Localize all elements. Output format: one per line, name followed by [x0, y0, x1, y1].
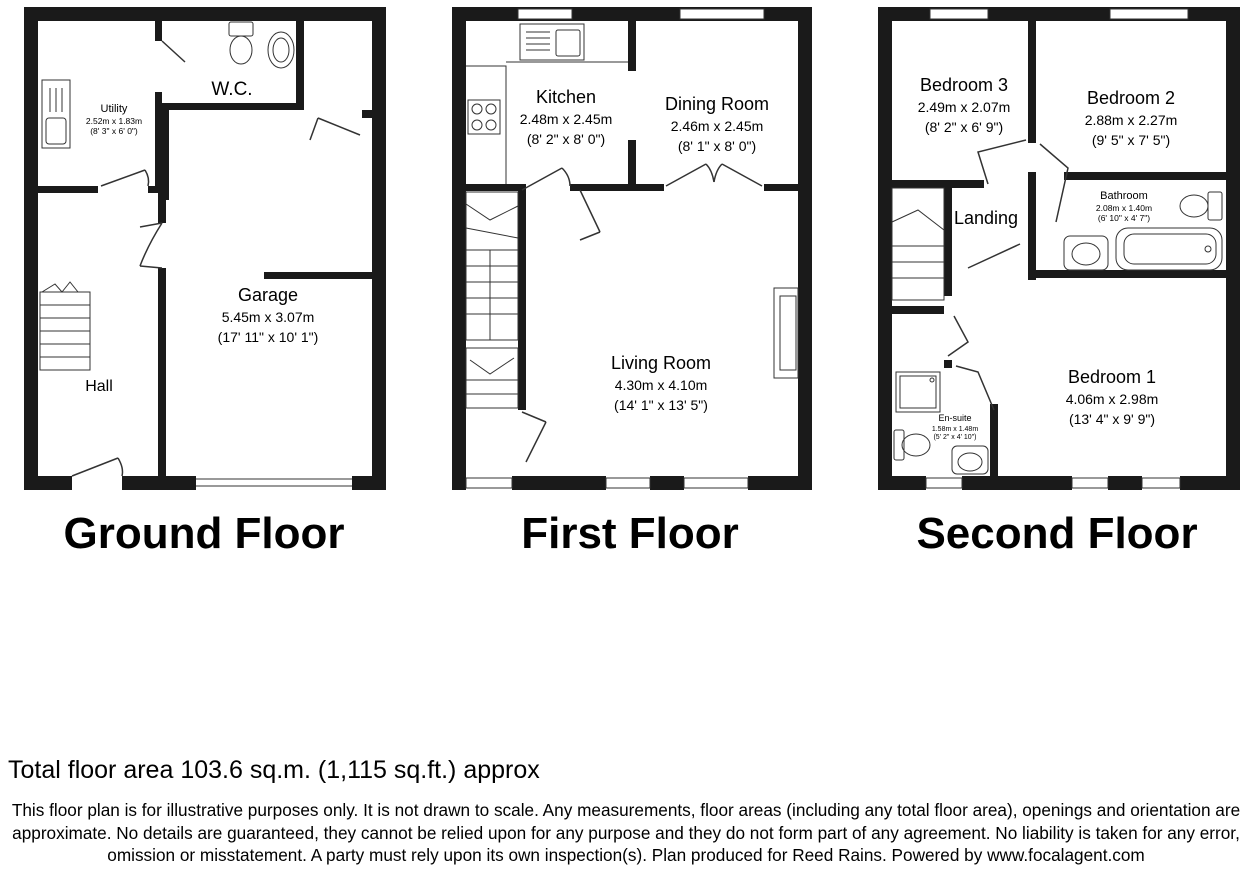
shower-icon: [896, 372, 940, 412]
garage-door: [196, 479, 352, 486]
living-room-name: Living Room: [610, 353, 712, 373]
bedroom3-room-metric: 2.49m x 2.07m: [917, 99, 1011, 115]
living-room-imperial: (14' 1" x 13' 5"): [614, 397, 708, 413]
bedroom1-room-metric: 4.06m x 2.98m: [1065, 391, 1159, 407]
landing-room-name: Landing: [953, 208, 1019, 228]
bedroom2-room-metric: 2.88m x 2.27m: [1084, 112, 1178, 128]
bedroom3-room-name: Bedroom 3: [919, 75, 1009, 95]
bathroom-toilet-icon: [1180, 192, 1222, 220]
bathroom-room-imperial: (6' 10" x 4' 7"): [1097, 213, 1151, 223]
bathroom-room-metric: 2.08m x 1.40m: [1095, 203, 1153, 213]
first-floor-windows: [466, 9, 764, 488]
utility-room-metric: 2.52m x 1.83m: [85, 116, 143, 126]
ensuite-basin-icon: [952, 446, 988, 474]
kitchen-room-name: Kitchen: [535, 87, 597, 107]
living-room-metric: 4.30m x 4.10m: [614, 377, 708, 393]
first-floor-stairs: [466, 192, 518, 408]
bathroom-basin-icon: [1064, 236, 1108, 270]
second-floor-title: Second Floor: [916, 509, 1198, 558]
bedroom1-room-imperial: (13' 4" x 9' 9"): [1068, 411, 1156, 427]
ensuite-room-name: En-suite: [938, 413, 972, 423]
utility-room-name: Utility: [100, 103, 128, 115]
toilet-icon: [229, 22, 294, 68]
hob-icon: [468, 100, 500, 134]
dining-room-name: Dining Room: [664, 94, 770, 114]
total-floor-area: Total floor area 103.6 sq.m. (1,115 sq.ft.) approx: [8, 756, 540, 784]
ensuite-room-metric: 1.58m x 1.48m: [931, 426, 979, 433]
garage-room-name: Garage: [237, 285, 299, 305]
ground-floor-stairs: [40, 282, 90, 370]
ground-floor-title: Ground Floor: [63, 509, 345, 558]
first-floor-doors: [522, 164, 762, 462]
first-floor-title: First Floor: [521, 509, 739, 558]
ground-floor-walls: [24, 7, 386, 490]
bathroom-room-name: Bathroom: [1100, 190, 1148, 202]
dining-room-metric: 2.46m x 2.45m: [670, 118, 764, 134]
dining-room-imperial: (8' 1" x 8' 0"): [677, 138, 757, 154]
kitchen-room-imperial: (8' 2" x 8' 0"): [526, 131, 606, 147]
ensuite-room-imperial: (5' 2" x 4' 10"): [933, 434, 977, 441]
hall-room-name: Hall: [85, 378, 113, 395]
bedroom2-room-imperial: (9' 5" x 7' 5"): [1091, 132, 1171, 148]
bedroom2-room-name: Bedroom 2: [1086, 88, 1176, 108]
second-floor-stairs: [892, 188, 944, 300]
ground-floor-plan: [24, 7, 386, 490]
ensuite-toilet-icon: [894, 430, 930, 460]
garage-room-imperial: (17' 11" x 10' 1"): [217, 329, 319, 345]
kitchen-room-metric: 2.48m x 2.45m: [519, 111, 613, 127]
first-floor-plan: [452, 7, 812, 490]
bedroom1-room-name: Bedroom 1: [1067, 367, 1157, 387]
floor-titles: [63, 509, 1197, 558]
utility-sink-icon: [42, 80, 70, 148]
utility-room-imperial: (8' 3" x 6' 0"): [90, 126, 138, 136]
garage-room-metric: 5.45m x 3.07m: [221, 309, 315, 325]
wc-room-name: W.C.: [211, 79, 253, 100]
fireplace-icon: [774, 288, 798, 378]
bedroom3-room-imperial: (8' 2" x 6' 9"): [924, 119, 1004, 135]
room-labels: [85, 75, 1177, 441]
bath-icon: [1116, 228, 1222, 270]
disclaimer-text: This floor plan is for illustrative purposes only. It is not drawn to scale. Any measurements, floor areas (including any total floor area), openings and orientation are approximate. No details are guaranteed, they cannot be relied upon for any purpose and they do not form part of any agreement. No liability is taken for any error, omission or misstatement. A party must rely upon its own inspection(s). Plan produced for Reed Rains. Powered by www.focalagent.com: [11, 800, 1241, 865]
